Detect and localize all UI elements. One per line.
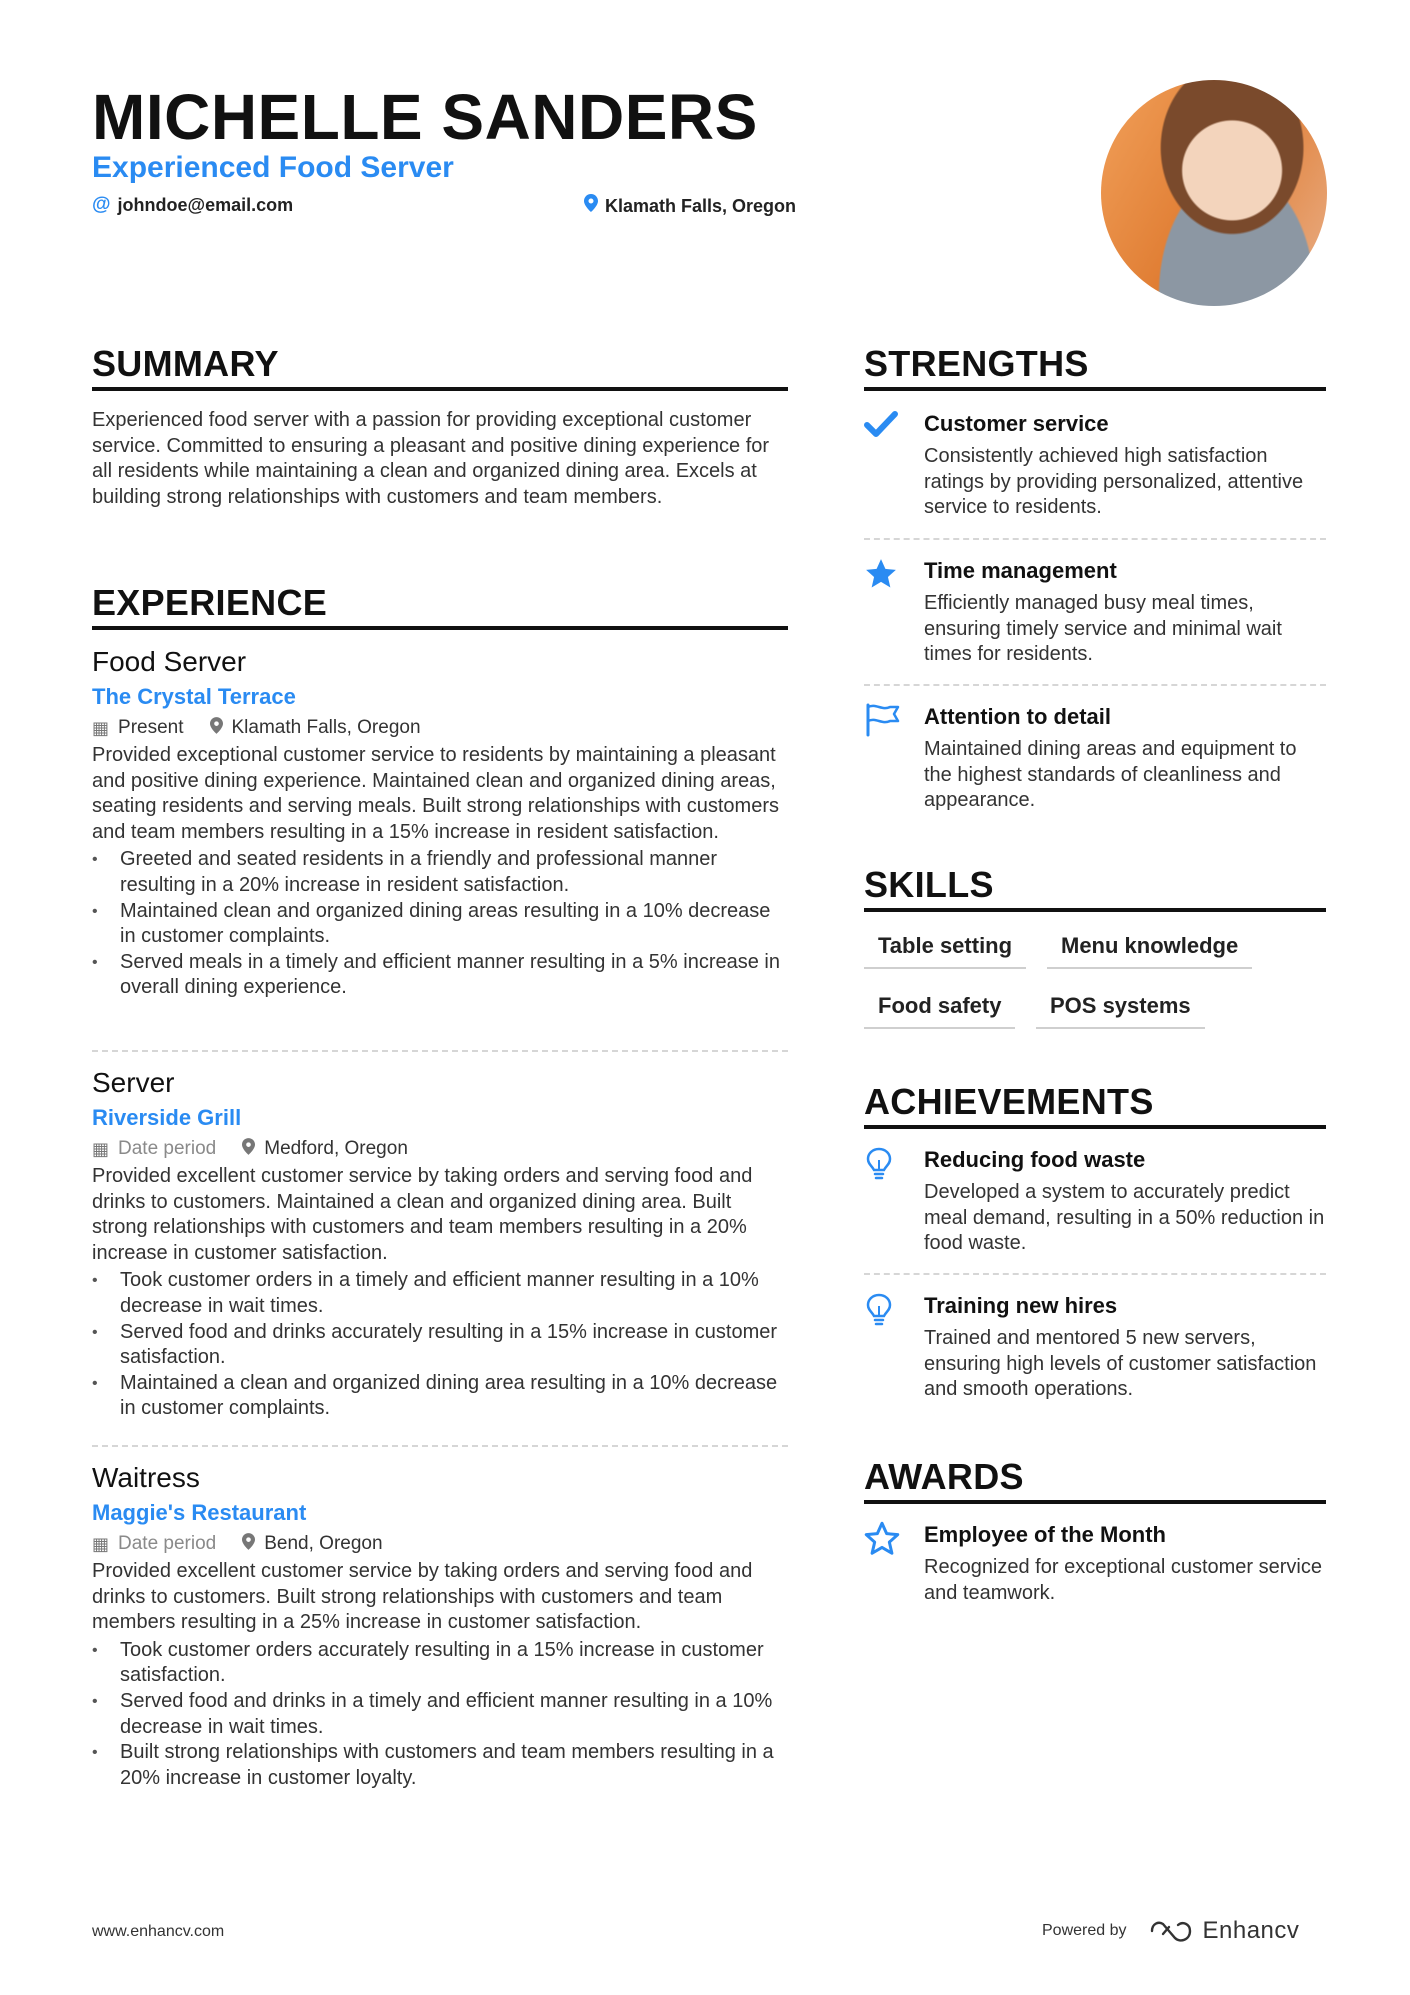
strength-text: Maintained dining areas and equipment to the highest standards of cleanliness and appearance.: [924, 738, 1297, 812]
job-meta: [92, 1136, 788, 1162]
map-pin-icon: [242, 1531, 255, 1557]
job-period: Date period: [118, 1533, 217, 1554]
skill-tag: Menu knowledge: [1047, 931, 1252, 969]
strength-divider: [864, 684, 1326, 686]
map-pin-icon: [584, 194, 598, 218]
powered-by-text: Powered by: [1042, 1922, 1127, 1939]
checkmark-icon: [864, 410, 900, 444]
star-icon: [864, 557, 900, 591]
contact-email[interactable]: [92, 194, 293, 216]
achievements-rule: [864, 1125, 1326, 1129]
job-company: The Crystal Terrace: [92, 684, 296, 709]
job-bullets: [92, 1638, 788, 1792]
strength-divider: [864, 538, 1326, 540]
achievement-text: Developed a system to accurately predict meal demand, resulting in a 50% reduction in food waste.: [924, 1181, 1325, 1255]
job-company: Riverside Grill: [92, 1105, 242, 1130]
job-bullet: • Took customer orders accurately resulting in a 15% increase in customer satisfaction.: [92, 1638, 788, 1689]
lightbulb-icon: [864, 1292, 900, 1326]
job-meta: [92, 1531, 788, 1557]
job-bullet: • Took customer orders in a timely and efficient manner resulting in a 10% decrease in wait times.: [92, 1268, 788, 1319]
flag-icon: [864, 703, 900, 737]
achievements-heading: ACHIEVEMENTS: [864, 1081, 1154, 1122]
experience-rule: [92, 626, 788, 630]
job-location: Klamath Falls, Oregon: [231, 717, 421, 738]
strength-item: [864, 557, 1326, 667]
candidate-name: MICHELLE SANDERS: [92, 81, 758, 153]
achievement-title: Training new hires: [924, 1293, 1118, 1318]
job-bullet: • Served food and drinks in a timely and efficient manner resulting in a 10% decrease in wait times.: [92, 1689, 788, 1740]
job-entry: [92, 645, 788, 1001]
skills-rule: [864, 908, 1326, 912]
awards-heading: AWARDS: [864, 1456, 1024, 1497]
job-bullet: • Served food and drinks accurately resulting in a 15% increase in customer satisfaction.: [92, 1320, 788, 1371]
experience-heading: EXPERIENCE: [92, 582, 328, 623]
skill-tag: POS systems: [1036, 991, 1205, 1029]
achievement-title: Reducing food waste: [924, 1147, 1146, 1172]
map-pin-icon: [242, 1136, 255, 1162]
award-item: [864, 1521, 1326, 1611]
job-entry: [92, 1461, 788, 1791]
job-title: Server: [92, 1067, 175, 1098]
job-title: Waitress: [92, 1462, 200, 1493]
star-outline-icon: [864, 1521, 900, 1555]
achievement-text: Trained and mentored 5 new servers, ensuring high levels of customer satisfaction and smooth operations.: [924, 1327, 1317, 1401]
job-bullet: • Built strong relationships with customers and team members resulting in a 20% increase in customer loyalty.: [92, 1740, 788, 1791]
job-divider: [92, 1445, 788, 1447]
strength-item: [864, 703, 1326, 813]
job-title: Food Server: [92, 646, 247, 677]
award-text: Recognized for exceptional customer service and teamwork.: [924, 1556, 1322, 1604]
achievement-divider: [864, 1273, 1326, 1275]
brand-name: Enhancv: [1202, 1917, 1300, 1944]
footer-brand: [1042, 1917, 1299, 1945]
job-bullet: • Maintained a clean and organized dining area resulting in a 10% decrease in customer complaints.: [92, 1371, 788, 1422]
skills-heading: SKILLS: [864, 864, 994, 905]
job-company: Maggie's Restaurant: [92, 1500, 307, 1525]
summary-text: Experienced food server with a passion for providing exceptional customer service. Committed to ensuring a pleasant and positive dining experience for all residents while maintaining a clean and organized dining area. Excels at building strong relationships with customers and team members.: [92, 409, 770, 508]
job-description: Provided excellent customer service by taking orders and serving food and drinks to customers. Maintained a clean and organized dining area. Built strong relationships with customers and team members resulting in a 20% increase in customer satisfaction.: [92, 1165, 753, 1264]
brand-logo[interactable]: [1149, 1917, 1300, 1945]
job-divider: [92, 1050, 788, 1052]
summary-heading: SUMMARY: [92, 343, 279, 384]
calendar-icon: ▦: [92, 718, 110, 738]
job-location: Bend, Oregon: [264, 1533, 383, 1554]
strength-text: Efficiently managed busy meal times, ensuring timely service and minimal wait times for residents.: [924, 592, 1282, 666]
footer-website[interactable]: www.enhancv.com: [92, 1923, 225, 1940]
job-bullets: [92, 847, 788, 1001]
job-bullet: • Served meals in a timely and efficient manner resulting in a 5% increase in overall dining experience.: [92, 950, 788, 1001]
achievement-item: [864, 1146, 1326, 1256]
strengths-heading: STRENGTHS: [864, 343, 1089, 384]
calendar-icon: ▦: [92, 1534, 110, 1554]
job-period: Date period: [118, 1138, 217, 1159]
strengths-rule: [864, 387, 1326, 391]
awards-rule: [864, 1500, 1326, 1504]
job-meta: [92, 715, 788, 741]
achievement-item: [864, 1292, 1326, 1402]
strength-title: Customer service: [924, 411, 1109, 436]
at-sign-icon: @: [92, 194, 111, 215]
job-bullet: • Greeted and seated residents in a friendly and professional manner resulting in a 20% increase in resident satisfaction.: [92, 847, 788, 898]
job-bullets: [92, 1268, 788, 1422]
award-title: Employee of the Month: [924, 1522, 1166, 1547]
email-text: johndoe@email.com: [117, 194, 294, 215]
job-entry: [92, 1066, 788, 1422]
skill-tag: Table setting: [864, 931, 1026, 969]
location-text: Klamath Falls, Oregon: [605, 195, 797, 216]
candidate-role: Experienced Food Server: [92, 151, 454, 184]
job-description: Provided exceptional customer service to residents by maintaining a pleasant and positive dining experience. Maintained clean and organized dining areas, seating residents and serving meals. Built strong relationships with customers and team members resulting in a 15% increase in resident satisfaction.: [92, 744, 779, 843]
summary-rule: [92, 387, 788, 391]
calendar-icon: ▦: [92, 1139, 110, 1159]
job-period: Present: [118, 717, 184, 738]
map-pin-icon: [210, 715, 223, 741]
strength-title: Attention to detail: [924, 704, 1111, 729]
job-bullet: • Maintained clean and organized dining areas resulting in a 10% decrease in customer complaints.: [92, 899, 788, 950]
strength-text: Consistently achieved high satisfaction ratings by providing personalized, attentive service to residents.: [924, 445, 1304, 519]
job-location: Medford, Oregon: [264, 1138, 408, 1159]
contact-location: [584, 194, 796, 218]
strength-item: [864, 410, 1326, 520]
lightbulb-icon: [864, 1146, 900, 1180]
skill-tag: Food safety: [864, 991, 1015, 1029]
strength-title: Time management: [924, 558, 1117, 583]
profile-photo: [1101, 80, 1327, 306]
job-description: Provided excellent customer service by taking orders and serving food and drinks to customers. Built strong relationships with customers and team members resulting in a 25% increase in customer satisfaction.: [92, 1560, 753, 1634]
